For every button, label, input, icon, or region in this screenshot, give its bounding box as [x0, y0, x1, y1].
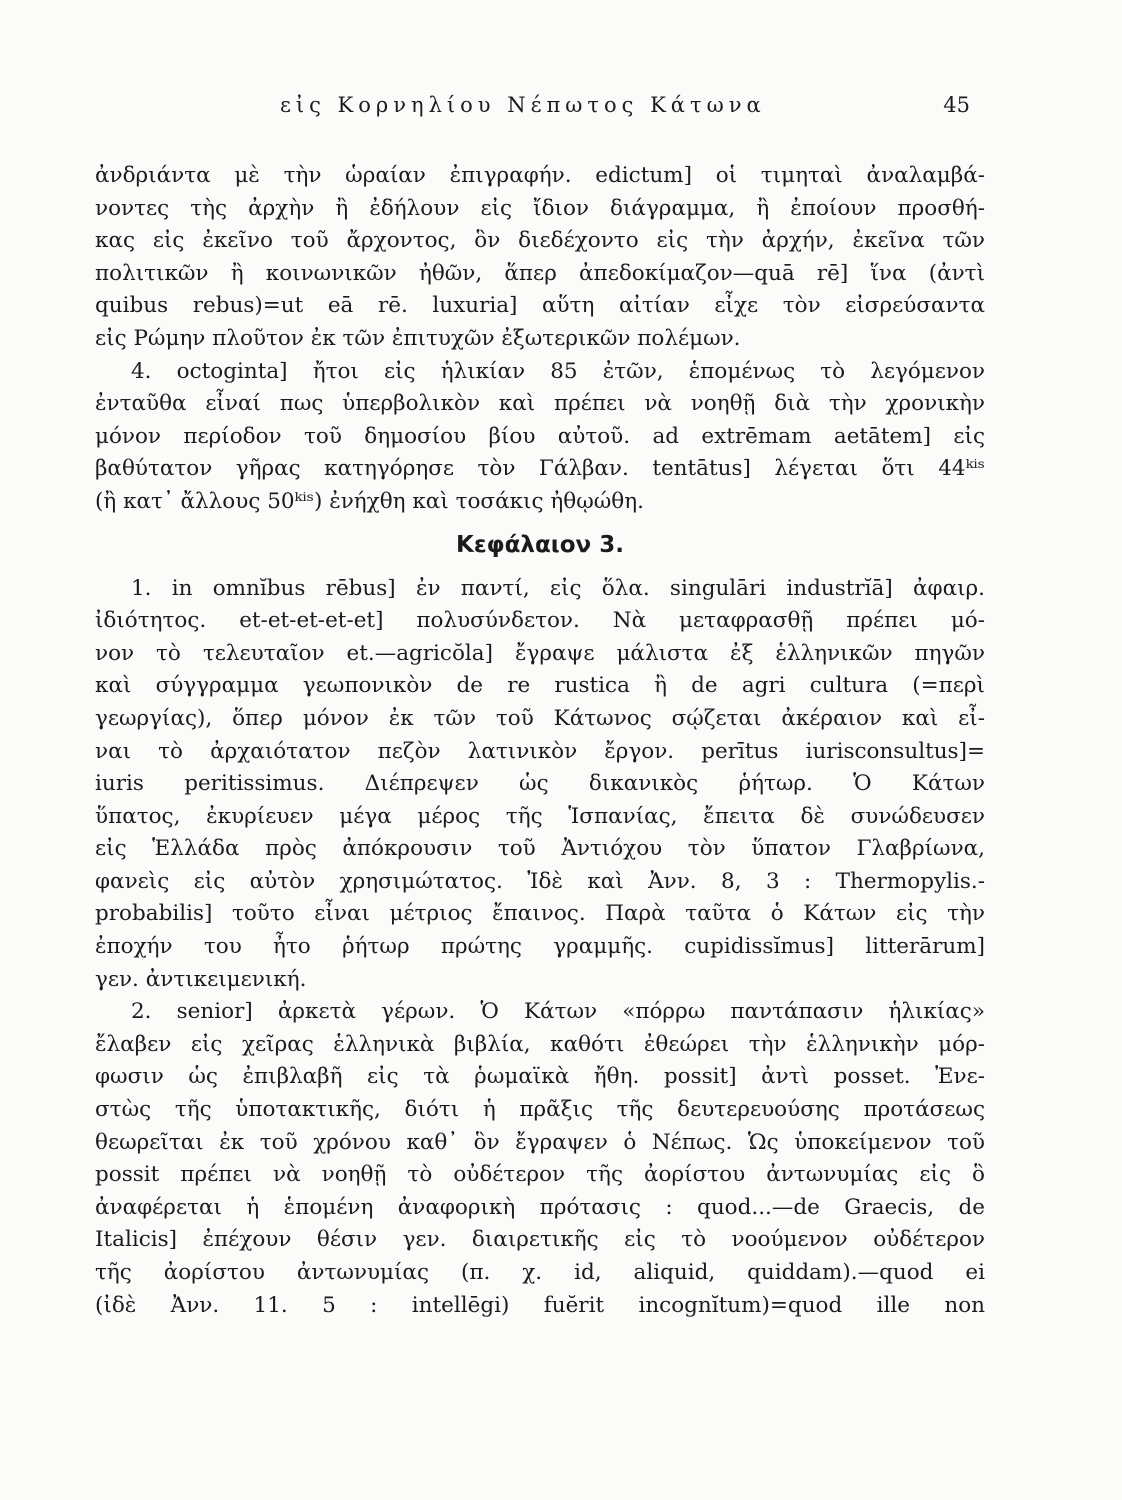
text-line: 2. senior] ἀρκετὰ γέρων. Ὁ Κάτων «πόρρω παντάπασιν ἡλικίας»	[131, 999, 985, 1025]
text-line: φωσιν ὡς ἐπιβλαβῆ εἰς τὰ ῥωμαϊκὰ ἤθη. possit] ἀντὶ posset. Ἐνε-	[95, 1064, 985, 1090]
text-line: ἰδιότητος. et-et-et-et-et] πολυσύνδετον. Νὰ μεταφρασθῇ πρέπει μό-	[95, 608, 985, 634]
text-line: θεωρεῖται ἐκ τοῦ χρόνου καθ᾿ ὃν ἔγραψεν ὁ Νέπως. Ὡς ὑποκείμενον τοῦ	[95, 1129, 985, 1155]
text-line: probabilis] τοῦτο εἶναι μέτριος ἔπαινος. Παρὰ ταῦτα ὁ Κάτων εἰς τὴν	[95, 901, 985, 927]
page-header	[140, 93, 970, 123]
text-line: ναι τὸ ἀρχαιότατον πεζὸν λατινικὸν ἔργον. perītus iurisconsultus]=	[95, 738, 985, 764]
text-line: γεν. ἀντικειμενική.	[95, 966, 307, 992]
text-line: βαθύτατον γῆρας κατηγόρησε τὸν Γάλβαν. tentātus] λέγεται ὅτι 44ᵏⁱˢ	[95, 456, 985, 482]
text-line: μόνον περίοδον τοῦ δημοσίου βίου αὐτοῦ. ad extrēmam aetātem] εἰς	[95, 423, 985, 449]
body-text	[95, 160, 985, 1322]
page-number: 45	[943, 93, 970, 117]
text-line: εἰς Ἑλλάδα πρὸς ἀπόκρουσιν τοῦ Ἀντιόχου τὸν ὕπατον Γλαβρίωνα,	[95, 836, 985, 862]
text-line: ἐποχήν του ἦτο ῥήτωρ πρώτης γραμμῆς. cupidissĭmus] litterārum]	[95, 934, 985, 960]
text-line: (ἢ κατ᾿ ἄλλους 50ᵏⁱˢ) ἐνήχθη καὶ τοσάκις ἠθῳώθη.	[95, 488, 644, 514]
running-title: εἰς Κορνηλίου Νέπωτος Κάτωνα	[280, 93, 766, 117]
text-line: 4. octoginta] ἤτοι εἰς ἡλικίαν 85 ἐτῶν, ἑπομένως τὸ λεγόμενον	[131, 358, 985, 384]
text-line: εἰς Ρώμην πλοῦτον ἐκ τῶν ἐπιτυχῶν ἐξωτερικῶν πολέμων.	[95, 325, 741, 351]
text-line: πολιτικῶν ἢ κοινωνικῶν ἠθῶν, ἅπερ ἀπεδοκίμαζον—quā rē] ἵνα (ἀντὶ	[95, 260, 985, 286]
text-line: iuris peritissimus. Διέπρεψεν ὡς δικανικὸς ῥήτωρ. Ὁ Κάτων	[95, 771, 985, 797]
text-line: ἔλαβεν εἰς χεῖρας ἑλληνικὰ βιβλία, καθότι ἐθεώρει τὴν ἑλληνικὴν μόρ-	[95, 1031, 985, 1057]
text-line: γεωργίας), ὅπερ μόνον ἐκ τῶν τοῦ Κάτωνος σῴζεται ἀκέραιον καὶ εἶ-	[95, 705, 985, 731]
text-line: ἐνταῦθα εἶναί πως ὑπερβολικὸν καὶ πρέπει νὰ νοηθῇ διὰ τὴν χρονικὴν	[95, 391, 985, 417]
text-line: καὶ σύγγραμμα γεωπονικὸν de re rustica ἢ de agri cultura (=περὶ	[95, 673, 985, 699]
text-line: φανεὶς εἰς αὐτὸν χρησιμώτατος. Ἰδὲ καὶ Ἀνν. 8, 3 : Thermopylis.-	[95, 868, 985, 894]
text-line: quibus rebus)=ut eā rē. luxuria] αὕτη αἰτίαν εἶχε τὸν εἰσρεύσαντα	[95, 293, 985, 319]
text-line: possit πρέπει νὰ νοηθῇ τὸ οὐδέτερον τῆς ἀορίστου ἀντωνυμίας εἰς ὃ	[95, 1162, 985, 1188]
text-line: Italicis] ἐπέχουν θέσιν γεν. διαιρετικῆς εἰς τὸ νοούμενον οὐδέτερον	[95, 1227, 985, 1253]
text-line: νον τὸ τελευταῖον et.—agricŏla] ἔγραψε μάλιστα ἐξ ἑλληνικῶν πηγῶν	[95, 640, 985, 666]
text-line: νοντες τὴς ἀρχὴν ἢ ἐδήλουν εἰς ἴδιον διάγραμμα, ἢ ἐποίουν προσθή-	[95, 195, 985, 221]
text-line: ἀναφέρεται ἡ ἑπομένη ἀναφορικὴ πρότασις : quod...—de Graecis, de	[95, 1194, 985, 1220]
text-line: (ἰδὲ Ἀνν. 11. 5 : intellēgi) fuĕrit incognĭtum)=quod ille non	[95, 1292, 985, 1318]
text-line: κας εἰς ἐκεῖνο τοῦ ἄρχοντος, ὃν διεδέχοντο εἰς τὴν ἀρχήν, ἐκεῖνα τῶν	[95, 228, 985, 254]
text-line: τῆς ἀορίστου ἀντωνυμίας (π. χ. id, aliquid, quiddam).—quod ei	[95, 1260, 985, 1285]
text-line: ἀνδριάντα μὲ τὴν ὡραίαν ἐπιγραφήν. edictum] οἱ τιμηταὶ ἀναλαμβά-	[95, 163, 985, 188]
text-line: ὕπατος, ἐκυρίευεν μέγα μέρος τῆς Ἱσπανίας, ἔπειτα δὲ συνώδευσεν	[95, 803, 985, 829]
text-line: 1. in omnĭbus rēbus] ἐν παντί, εἰς ὅλα. singulāri industrĭā] ἀφαιρ.	[131, 575, 985, 601]
text-line: στὼς τῆς ὑποτακτικῆς, διότι ἡ πρᾶξις τῆς δευτερευούσης προτάσεως	[95, 1097, 985, 1123]
chapter-heading: Κεφάλαιον 3.	[456, 531, 624, 558]
